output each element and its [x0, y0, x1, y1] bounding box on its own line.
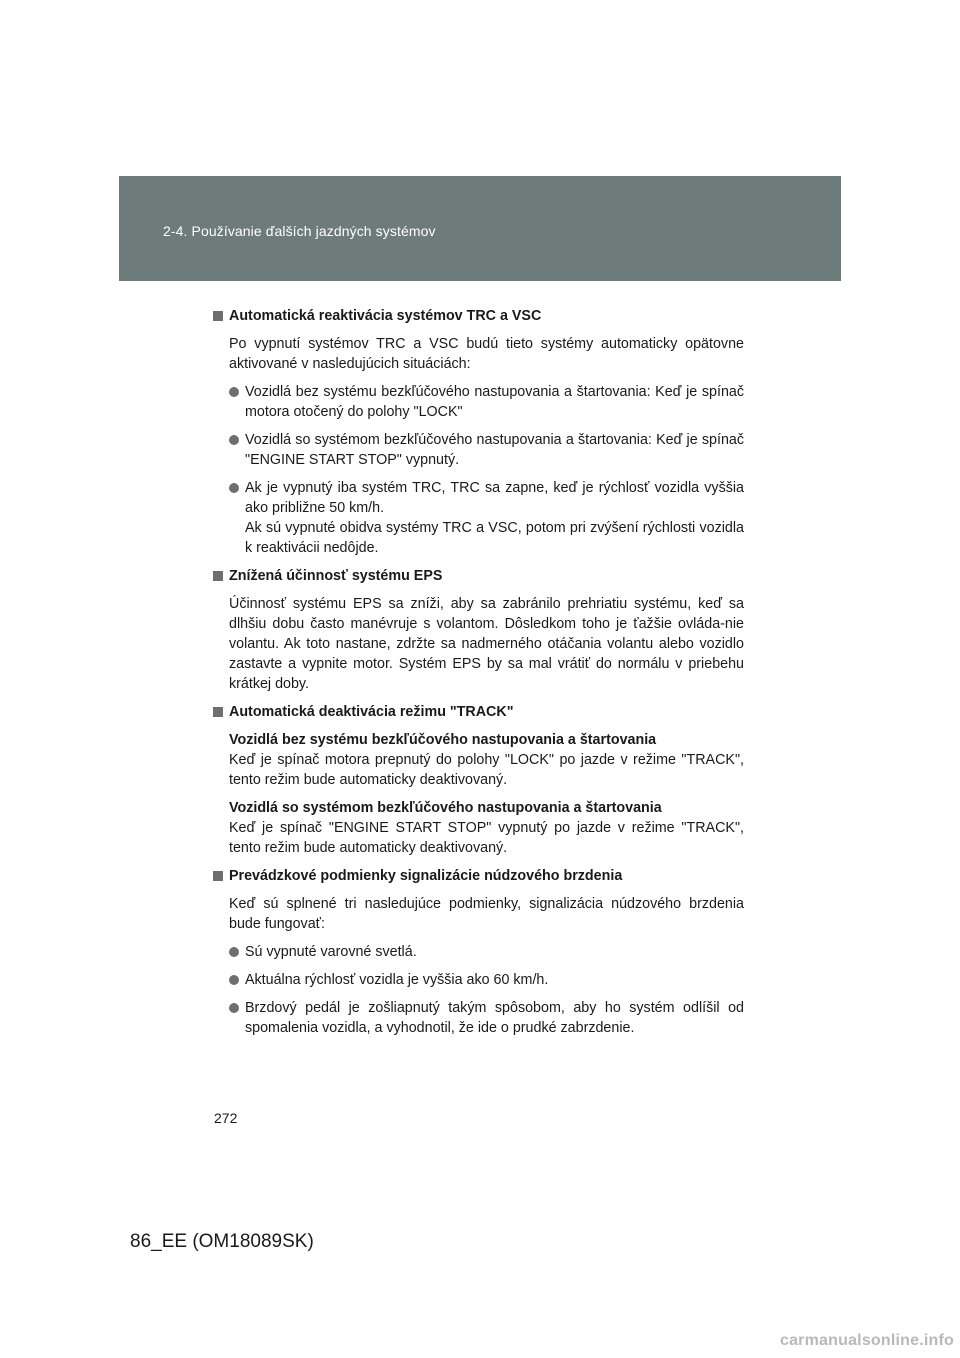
paragraph: Keď je spínač "ENGINE START STOP" vypnutý po jazde v režime "TRACK", tento režim bude automaticky deaktivovaný. — [229, 820, 744, 856]
list-item: Aktuálna rýchlosť vozidla je vyššia ako 60 km/h. — [229, 970, 744, 990]
page-number: 272 — [214, 1110, 238, 1126]
square-bullet-icon — [213, 571, 223, 581]
circle-bullet-icon — [229, 947, 239, 957]
square-bullet-icon — [213, 311, 223, 321]
subheading: Vozidlá so systémom bezkľúčového nastupovania a štartovania — [229, 800, 662, 816]
square-bullet-icon — [213, 707, 223, 717]
section-heading-eps: Znížená účinnosť systému EPS — [213, 566, 744, 586]
circle-bullet-icon — [229, 975, 239, 985]
document-code: 86_EE (OM18089SK) — [130, 1231, 314, 1252]
bullet-line: Ak sú vypnuté obidva systémy TRC a VSC, potom pri zvýšení rýchlosti vozidla k reaktivácii nedôjde. — [245, 520, 744, 556]
bullet-line: Ak je vypnutý iba systém TRC, TRC sa zapne, keď je rýchlosť vozidla vyššia ako približne 50 km/h. — [245, 480, 744, 516]
list-item: Vozidlá bez systému bezkľúčového nastupovania a štartovania: Keď je spínač motora otočený do polohy "LOCK" — [229, 382, 744, 422]
list-item: Brzdový pedál je zošliapnutý takým spôsobom, aby ho systém odlíšil od spomalenia vozidla, a vyhodnotil, že ide o prudké zabrzdenie. — [229, 998, 744, 1038]
circle-bullet-icon — [229, 483, 239, 493]
list-item — [229, 478, 744, 558]
section-heading-trc-vsc: Automatická reaktivácia systémov TRC a VSC — [213, 306, 744, 326]
circle-bullet-icon — [229, 435, 239, 445]
paragraph: Účinnosť systému EPS sa zníži, aby sa zabránilo prehriatiu systému, keď sa dlhšiu dobu často manévruje s volantom. Dôsledkom toho je ťažšie ovláda-nie volantu. Ak toto nastane, zdržte sa nadmerného otáčania volantu alebo vozidlo zastavte a vypnite motor. Systém EPS by sa mal vrátiť do normálu v priebehu krátkej doby. — [229, 596, 744, 692]
page-content — [213, 306, 744, 1046]
section-header-band — [119, 176, 841, 281]
subheading: Vozidlá bez systému bezkľúčového nastupovania a štartovania — [229, 732, 657, 748]
square-bullet-icon — [213, 871, 223, 881]
paragraph: Po vypnutí systémov TRC a VSC budú tieto systémy automaticky opätovne aktivované v nasledujúcich situáciách: — [229, 336, 744, 372]
circle-bullet-icon — [229, 1003, 239, 1013]
section-title: 2-4. Používanie ďalších jazdných systémov — [163, 223, 436, 239]
paragraph: Keď sú splnené tri nasledujúce podmienky, signalizácia núdzového brzdenia bude fungovať: — [229, 896, 744, 932]
section-heading-emergency-brake: Prevádzkové podmienky signalizácie núdzového brzdenia — [213, 866, 744, 886]
section-heading-track: Automatická deaktivácia režimu "TRACK" — [213, 702, 744, 722]
list-item: Sú vypnuté varovné svetlá. — [229, 942, 744, 962]
list-item: Vozidlá so systémom bezkľúčového nastupovania a štartovania: Keď je spínač "ENGINE START STOP" vypnutý. — [229, 430, 744, 470]
watermark: carmanualsonline.info — [779, 1332, 954, 1349]
circle-bullet-icon — [229, 387, 239, 397]
paragraph: Keď je spínač motora prepnutý do polohy "LOCK" po jazde v režime "TRACK", tento režim bude automaticky deaktivovaný. — [229, 752, 744, 788]
